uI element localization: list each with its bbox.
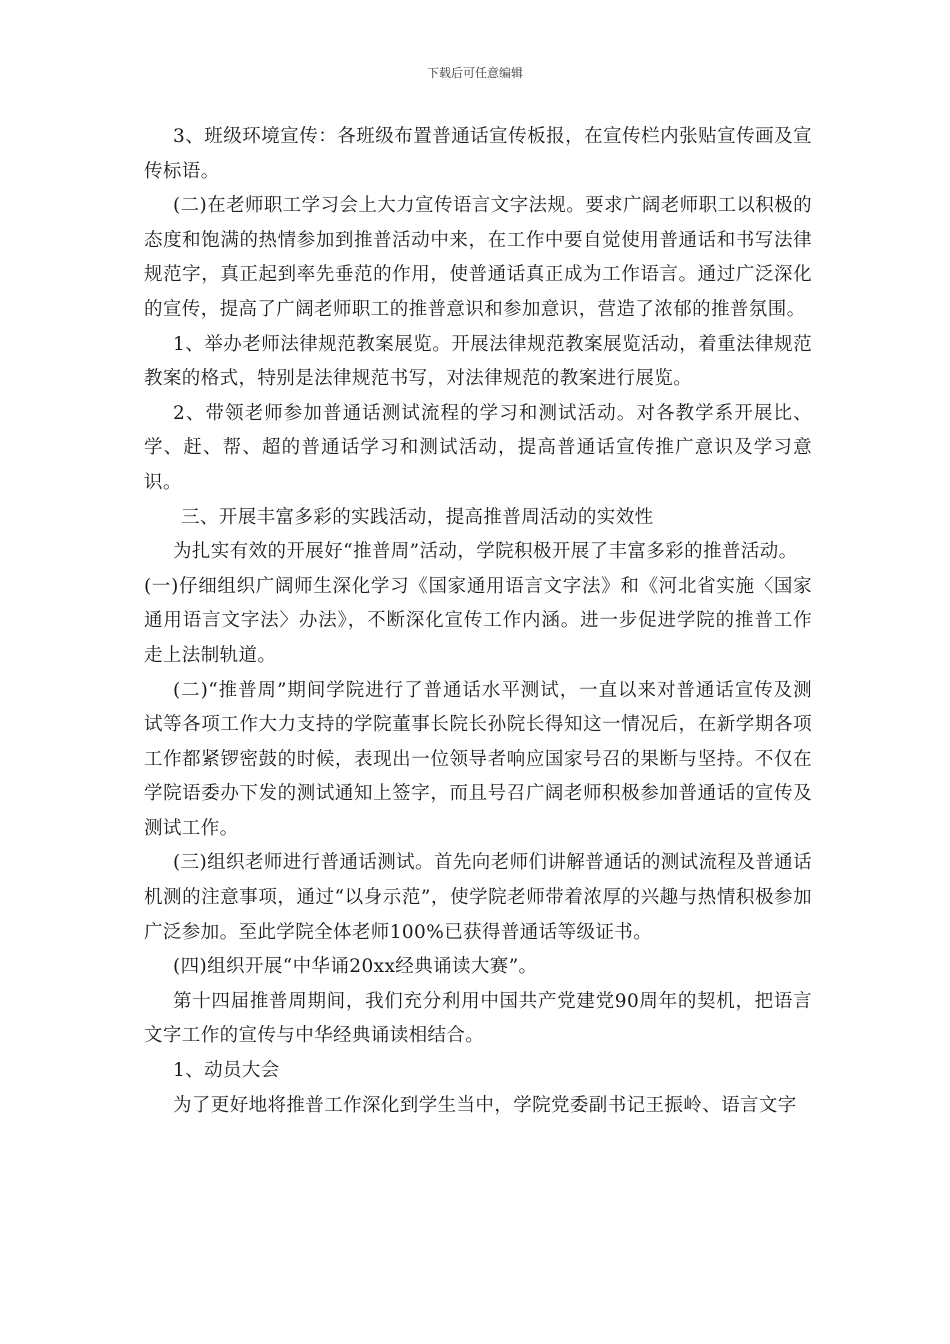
paragraph-intro-activities: 为扎实有效的开展好“推普周”活动，学院积极开展了丰富多彩的推普活动。 xyxy=(173,541,798,563)
section-heading-three: 三、开展丰富多彩的实践活动，提高推普周活动的实效性 xyxy=(181,506,654,528)
paragraph-item-one: (一)仔细组织广阔师生深化学习《国家通用语言文字法》和《河北省实施〈国家通用语言文字法〉办法》，不断深化宣传工作内涵。进一步促进学院的推普工作走上法制轨道。 xyxy=(144,575,812,666)
document-body xyxy=(144,120,812,1123)
page-header: 下载后可任意编辑 xyxy=(426,66,523,80)
paragraph-item-four: (四)组织开展“中华诵20xx经典诵读大赛”。 xyxy=(173,956,538,978)
paragraph-staff-study: (二)在老师职工学习会上大力宣传语言文字法规。要求广阔老师职工以积极的态度和饱满的热情参加到推普活动中来，在工作中要自觉使用普通话和书写法律规范字，真正起到率先垂范的作用，使普通话真正成为工作语言。通过广泛深化的宣传，提高了广阔老师职工的推普意识和参加意识，营造了浓郁的推普氛围。 xyxy=(144,195,812,320)
paragraph-lesson-plan-exhibit: 1、举办老师法律规范教案展览。开展法律规范教案展览活动，着重法律规范教案的格式，特别是法律规范书写，对法律规范的教案进行展览。 xyxy=(144,333,812,390)
paragraph-test-process: 2、带领老师参加普通话测试流程的学习和测试活动。对各教学系开展比、学、赶、帮、超的普通话学习和测试活动，提高普通话宣传推广意识及学习意识。 xyxy=(144,402,812,493)
paragraph-class-environment: 3、班级环境宣传：各班级布置普通话宣传板报，在宣传栏内张贴宣传画及宣传标语。 xyxy=(144,126,812,182)
paragraph-mobilization-text: 为了更好地将推普工作深化到学生当中，学院党委副书记王振岭、语言文字 xyxy=(173,1094,797,1116)
paragraph-fourteenth-week: 第十四届推普周期间，我们充分利用中国共产党建党90周年的契机，把语言文字工作的宣传与中华经典诵读相结合。 xyxy=(144,990,812,1047)
paragraph-item-two: (二)“推普周”期间学院进行了普通话水平测试，一直以来对普通话宣传及测试等各项工作大力支持的学院董事长院长孙院长得知这一情况后，在新学期各项工作都紧锣密鼓的时候，表现出一位领导者响应国家号召的果断与坚持。不仅在学院语委办下发的测试通知上签字，而且号召广阔老师积极参加普通话的宣传及测试工作。 xyxy=(144,679,812,839)
paragraph-mobilization-heading: 1、动员大会 xyxy=(173,1060,280,1082)
paragraph-item-three: (三)组织老师进行普通话测试。首先向老师们讲解普通话的测试流程及普通话机测的注意事项，通过“以身示范”，使学院老师带着浓厚的兴趣与热情积极参加广泛参加。至此学院全体老师100%已获得普通话等级证书。 xyxy=(144,852,812,943)
